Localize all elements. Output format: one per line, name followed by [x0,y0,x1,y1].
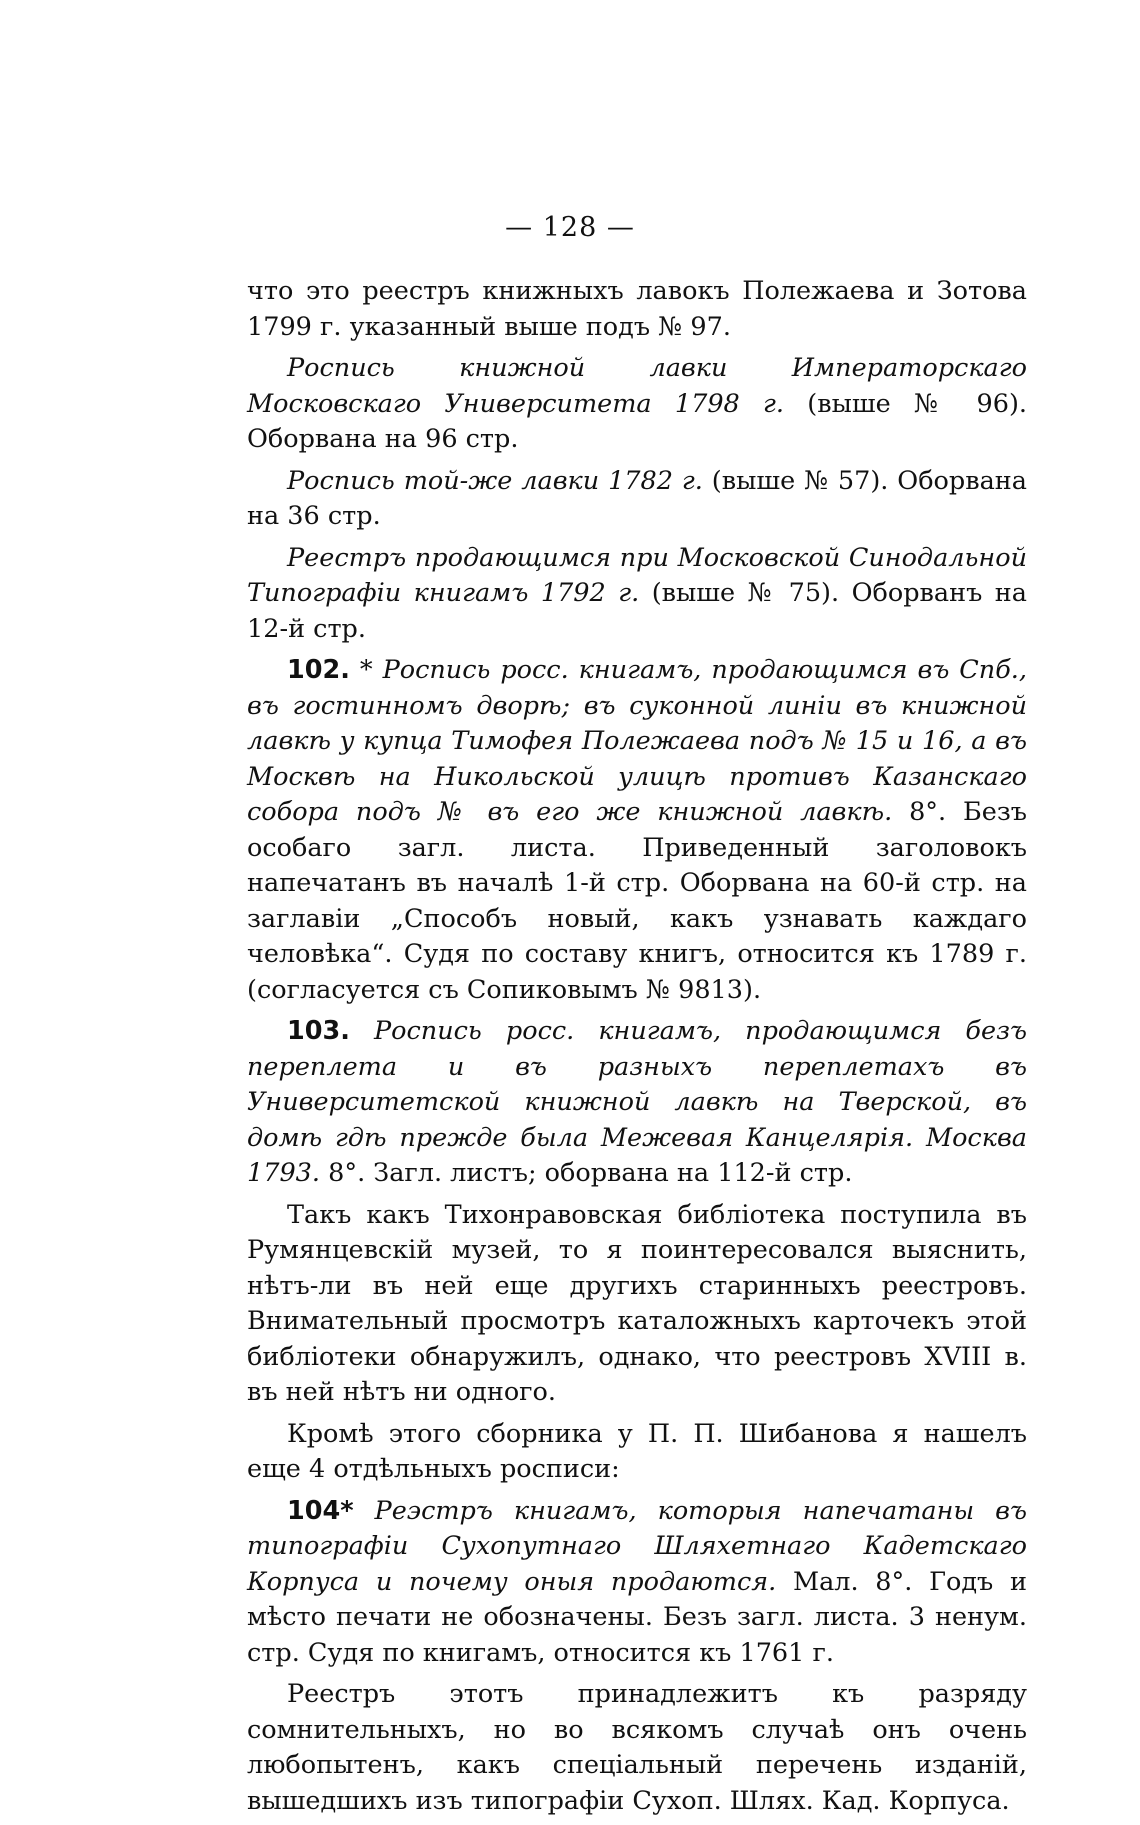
entry-104: 104* Реэстръ книгамъ, которыя напечатаны въ типографіи Сухопутнаго Шляхетнаго Кадетскаго Корпуса и почему оныя продаются. Мал. 8°. Годъ и мѣсто печати не обозначены. Безъ загл. листа. 3 ненум. стр. Судя по книгамъ, относится къ 1761 г. [247,1495,1027,1668]
page-number: — 128 — [505,212,635,243]
paragraph: Роспись той-же лавки 1782 г. (выше № 57). Оборвана на 36 стр. [247,465,1027,531]
paragraph: Реестръ этотъ принадлежитъ къ разряду сомнительныхъ, но во всякомъ случаѣ онъ очень любопытенъ, какъ спеціальный перечень изданій, вышедшихъ изъ типографіи Сухоп. Шлях. Кад. Корпуса. [247,1679,1027,1816]
paragraph: Кромѣ этого сборника у П. П. Шибанова я нашелъ еще 4 отдѣльныхъ росписи: [247,1418,1027,1484]
paragraph: Такъ какъ Тихонравовская библіотека поступила въ Румянцевскій музей, то я поинтересовался выяснить, нѣтъ-ли въ ней еще другихъ старинныхъ реестровъ. Внимательный просмотръ каталожныхъ карточекъ этой библіотеки обнаружилъ, однако, что реестровъ XVIII в. въ ней нѣтъ ни одного. [247,1199,1027,1407]
paragraph: Реестръ продающимся при Московской Синодальной Типографіи книгамъ 1792 г. (выше № 75). Оборванъ на 12-й стр. [247,542,1027,644]
entry-103: 103. Роспись росс. книгамъ, продающимся безъ переплета и въ разныхъ переплетахъ въ Университетской книжной лавкѣ на Тверской, въ домѣ гдѣ прежде была Межевая Канцелярія. Москва 1793. 8°. Загл. листъ; оборвана на 112-й стр. [247,1016,1027,1188]
body-text [247,274,1027,1825]
entry-102: 102. * Роспись росс. книгамъ, продающимся въ Спб., въ гостинномъ дворѣ; въ суконной линіи въ книжной лавкѣ у купца Тимофея Полежаева подъ № 15 и 16, а въ Москвѣ на Никольской улицѣ противъ Казанскаго собора подъ № въ его же книжной лавкѣ. 8°. Безъ особаго загл. листа. Приведенный заголовокъ напечатанъ въ началѣ 1-й стр. Оборвана на 60-й стр. на заглавіи „Способъ новый, какъ узнавать каждаго человѣка“. Судя по составу книгъ, относится къ 1789 г. (согласуется съ Сопиковымъ № 9813). [247,655,1027,1005]
paragraph: Роспись книжной лавки Императорскаго Московскаго Университета 1798 г. (выше № 96). Оборвана на 96 стр. [247,353,1027,454]
paragraph: что это реестръ книжныхъ лавокъ Полежаева и Зотова 1799 г. указанный выше подъ № 97. [247,276,1027,342]
